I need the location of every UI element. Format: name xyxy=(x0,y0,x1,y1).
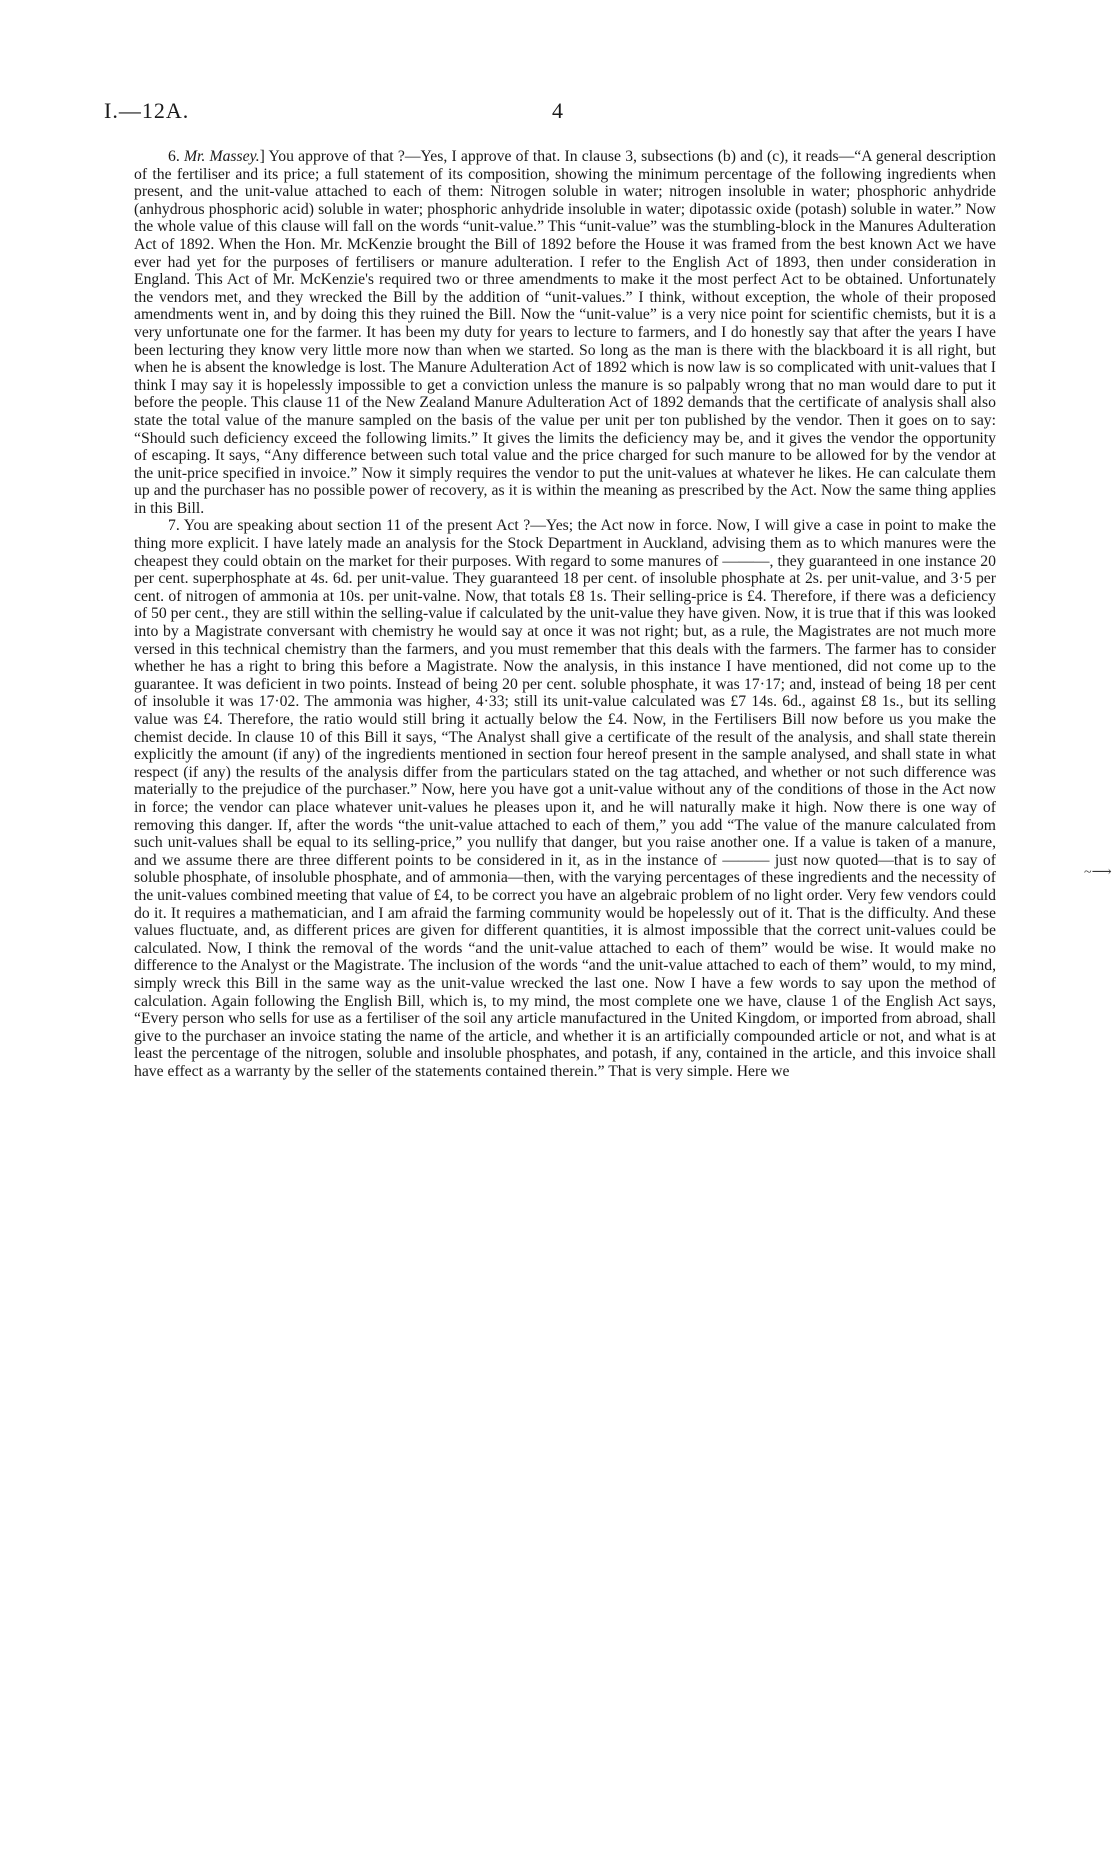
page-header xyxy=(104,98,1004,124)
question-number: 7. xyxy=(168,517,180,535)
paragraph-7 xyxy=(134,517,996,1080)
page-number: 4 xyxy=(552,98,563,123)
speaker-bracket: ] xyxy=(259,148,265,165)
speaker-name: Mr. Massey. xyxy=(183,148,260,165)
paper-reference: I.—12A. xyxy=(104,98,190,123)
question-number: 6. xyxy=(168,148,180,165)
margin-mark: ~⟶ xyxy=(1084,865,1112,880)
document-body xyxy=(134,148,996,1080)
paragraph-text: You are speaking about section 11 of the present Act ?—Yes; the Act now in force. Now, I will give a case in point to make the thing more explicit. I have lately made an analysis for the Stock Department in Auckland, advising them as to which manures were the cheapest they could obtain on the market for their purposes. With regard to some manures of ———, they guaranteed in one instance 20 per cent. superphosphate at 4s. 6d. per unit-value. They guaranteed 18 per cent. of insoluble phosphate at 2s. per unit-value, and 3·5 per cent. of nitrogen of ammonia at 10s. per unit-valne. Now, that totals £8 1s. Their selling-price is £4. Therefore, if there was a deficiency of 50 per cent., they are still within the selling-value if calculated by the unit-value they have given. Now, it is true that if this was looked into by a Magistrate conversant with chemistry he would say at once it was not right; but, as a rule, the Magistrates are not much more versed in this technical chemistry than the farmers, and you must remember that this deals with the farmers. The farmer has to consider whether he has a right to bring this before a Magistrate. Now the analysis, in this instance I have mentioned, did not come up to the guarantee. It was deficient in two points. Instead of being 20 per cent. soluble phosphate, it was 17·17; and, instead of being 18 per cent of insoluble it was 17·02. The ammonia was higher, 4·33; still its unit-value calculated was £7 14s. 6d., against £8 1s., but its selling value was £4. Therefore, the ratio would still bring it actually below the £4. Now, in the Fertilisers Bill now before us you make the chemist decide. In clause 10 of this Bill it says, “The Analyst shall give a certificate of the result of the analysis, and shall state therein explicitly the amount (if any) of the ingredients mentioned in section four hereof present in the sample analysed, and shall state in what respect (if any) the results of the analysis differ from the particulars stated on the tag attached, and whether or not such difference was materially to the prejudice of the purchaser.” Now, here you have got a unit-value without any of the conditions of those in the Act now in force; the vendor can place whatever unit-values he pleases upon it, and he will naturally make it high. Now there is one way of removing this danger. If, after the words “the unit-value attached to each of them,” you add “The value of the manure calculated from such unit-values shall be equal to its selling-price,” you nullify that danger, but you raise another one. If a value is taken of a manure, and we assume there are three different points to be considered in it, as in the instance of ——— just now quoted—that is to say of soluble phosphate, of insoluble phosphate, and of ammonia—then, with the varying percentages of these ingredients and the necessity of the unit-values combined meeting that value of £4, to be correct you have an algebraic problem of no light order. Very few vendors could do it. It requires a mathematician, and I am afraid the farming community would be hopelessly out of it. That is the difficulty. And these values fluctuate, and, as different prices are given for different quantities, it is almost impossible that the correct unit-values could be calculated. Now, I think the removal of the words “and the unit-value attached to each of them” would be wise. It would make no difference to the Analyst or the Magistrate. The inclusion of the words “and the unit-value attached to each of them” would, to my mind, simply wreck this Bill in the same way as the unit-value wrecked the last one. Now I have a few words to say upon the method of calculation. Again following the English Bill, which is, to my mind, the most complete one we have, clause 1 of the English Act says, “Every person who sells for use as a fertiliser of the soil any article manufactured in the United Kingdom, or imported from abroad, shall give to the purchaser an invoice stating the name of the article, and whether it is an artificially compounded article or not, and what is at least the percentage of the nitrogen, soluble and insoluble phosphates, and potash, if any, contained in the article, and this invoice shall have effect as a warranty by the seller of the statements contained therein.” That is very simple. Here we xyxy=(134,517,996,1080)
paragraph-6 xyxy=(134,148,996,517)
paragraph-text: You approve of that ?—Yes, I approve of that. In clause 3, subsections (b) and (c), it reads—“A general description of the fertiliser and its price; a full statement of its composition, showing the minimum percentage of the following ingredients when present, and the unit-value attached to each of them: Nitrogen soluble in water; nitrogen insoluble in water; phosphoric anhydride (anhydrous phosphoric acid) soluble in water; phosphoric anhydride insoluble in water; dipotassic oxide (potash) soluble in water.” Now the whole value of this clause will fall on the words “unit-value.” This “unit-value” was the stumbling-block in the Manures Adulteration Act of 1892. When the Hon. Mr. McKenzie brought the Bill of 1892 before the House it was framed from the best known Act we have ever had yet for the purposes of fertilisers or manure adulteration. I refer to the English Act of 1893, then under consideration in England. This Act of Mr. McKenzie's required two or three amendments to make it the most perfect Act to be obtained. Unfortunately the vendors met, and they wrecked the Bill by the addition of “unit-values.” I think, without exception, the whole of their proposed amendments went in, and by doing this they ruined the Bill. Now the “unit-value” is a very nice point for scientific chemists, but it is a very unfortunate one for the farmer. It has been my duty for years to lecture to farmers, and I do honestly say that after the years I have been lecturing they know very little more now than when we started. So long as the man is there with the blackboard it is all right, but when he is absent the knowledge is lost. The Manure Adulteration Act of 1892 which is now law is so complicated with unit-values that I think I may say it is hopelessly impossible to get a conviction unless the manure is so palpably wrong that no man would dare to put it before the people. This clause 11 of the New Zealand Manure Adulteration Act of 1892 demands that the certificate of analysis shall also state the total value of the manure sampled on the basis of the value per unit per ton published by the vendor. Then it goes on to say: “Should such deficiency exceed the following limits.” It gives the limits the deficiency may be, and it gives the vendor the opportunity of escaping. It says, “Any difference between such total value and the price charged for such manure to be allowed for by the vendor at the unit-price specified in invoice.” Now it simply requires the vendor to put the unit-values at whatever he likes. He can calculate them up and the purchaser has no possible power of recovery, as it is within the meaning as prescribed by the Act. Now the same thing applies in this Bill. xyxy=(134,148,996,517)
